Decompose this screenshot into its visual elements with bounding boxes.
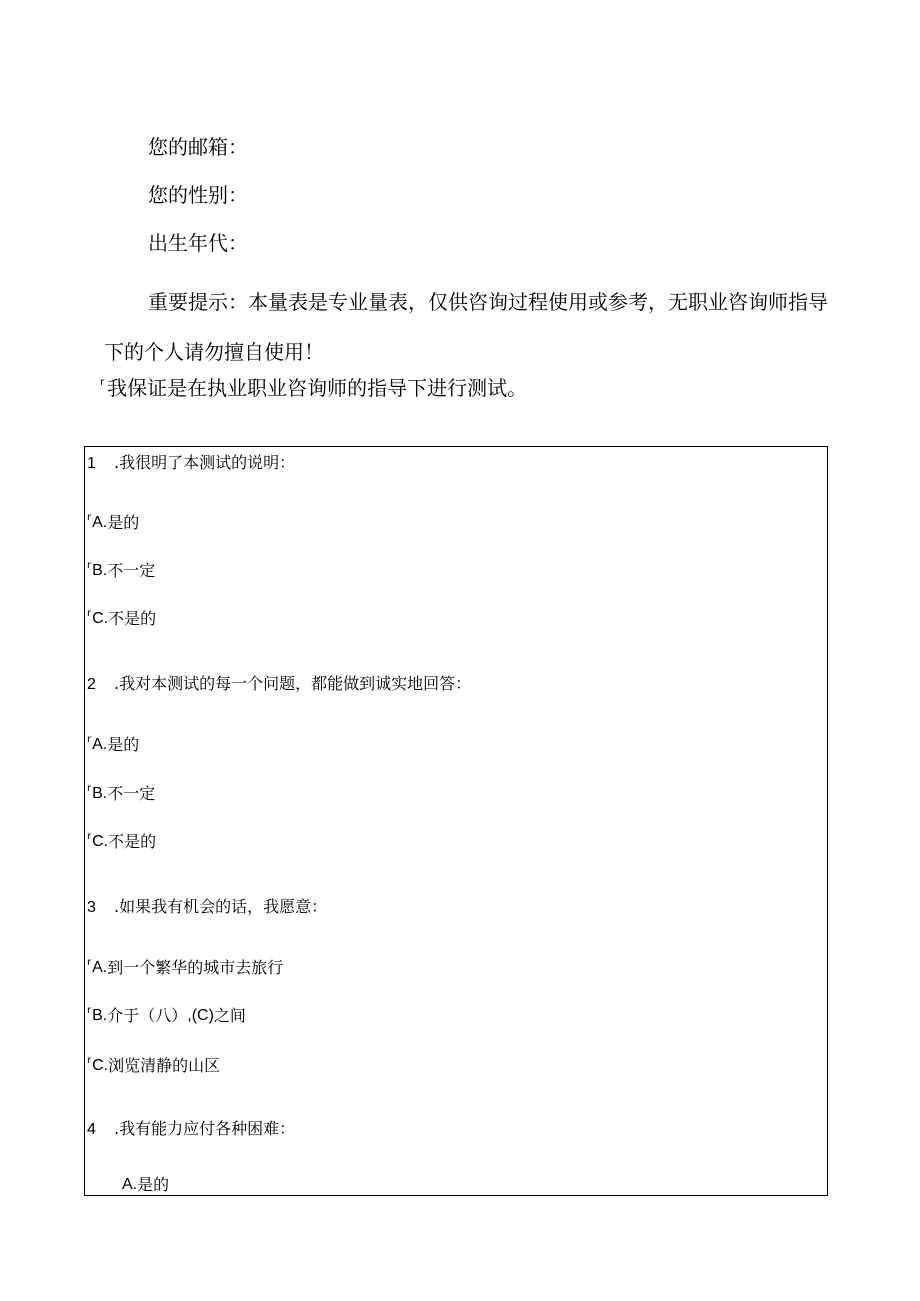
question-text: .我很明了本测试的说明： [114, 453, 296, 472]
q2-option-a[interactable] [87, 734, 139, 756]
radio-icon[interactable]: r [87, 957, 92, 968]
question-text: .我有能力应付各种困难： [114, 1119, 296, 1138]
q2-option-c[interactable] [87, 831, 156, 853]
radio-icon[interactable]: r [87, 1055, 92, 1066]
radio-icon[interactable]: r [87, 734, 92, 745]
option-letter: A. [92, 736, 108, 753]
question-number: 2 [87, 676, 96, 693]
option-text-latin: ,(C) [187, 1007, 214, 1024]
option-text: 不一定 [107, 561, 156, 580]
option-text: 浏览清静的山区 [108, 1056, 221, 1075]
radio-icon[interactable]: r [87, 608, 92, 619]
question-number: 4 [87, 1121, 96, 1138]
q3-option-a[interactable] [87, 957, 283, 979]
q3-option-c[interactable] [87, 1055, 220, 1077]
gender-field-label: 您的性别： [148, 183, 248, 207]
question-text: .我对本测试的每一个问题，都能做到诚实地回答： [114, 674, 472, 693]
q1-option-c[interactable] [87, 608, 156, 630]
radio-icon[interactable]: r [87, 831, 92, 842]
radio-icon[interactable]: r [87, 512, 92, 523]
q4-option-a[interactable] [122, 1174, 169, 1196]
option-letter: C. [92, 1057, 109, 1074]
q2-option-b[interactable] [87, 783, 155, 805]
radio-icon[interactable]: r [87, 560, 92, 571]
option-text: 介于（八） [107, 1006, 188, 1025]
option-letter: B. [92, 785, 108, 802]
email-field-label: 您的邮箱： [148, 135, 248, 159]
question-1 [87, 452, 295, 475]
option-text: 不是的 [108, 609, 157, 628]
option-letter: C. [92, 833, 109, 850]
option-letter: B. [92, 1007, 108, 1024]
question-3 [87, 896, 327, 919]
pledge-text: 我保证是在执业职业咨询师的指导下进行测试。 [107, 376, 528, 400]
question-4 [87, 1118, 295, 1141]
important-notice: 重要提示：本量表是专业量表，仅供咨询过程使用或参考，无职业咨询师指导下的个人请勿擅自使用！ [104, 290, 828, 364]
option-text: 是的 [137, 1175, 170, 1194]
option-text: 之间 [213, 1006, 246, 1025]
q1-option-a[interactable] [87, 512, 139, 534]
option-letter: C. [92, 610, 109, 627]
pledge-checkbox[interactable] [100, 374, 527, 402]
checkbox-icon[interactable]: r [100, 377, 105, 388]
question-2 [87, 673, 471, 696]
q3-option-b[interactable] [87, 1005, 246, 1027]
option-letter: B. [92, 562, 108, 579]
question-number: 1 [87, 455, 96, 472]
option-text: 是的 [107, 513, 140, 532]
option-letter: A. [122, 1176, 138, 1193]
radio-icon[interactable]: r [87, 1005, 92, 1016]
option-text: 不是的 [108, 832, 157, 851]
option-letter: A. [92, 514, 108, 531]
option-letter: A. [92, 959, 108, 976]
option-text: 不一定 [107, 784, 156, 803]
option-text: 是的 [107, 735, 140, 754]
q1-option-b[interactable] [87, 560, 155, 582]
question-box [84, 446, 828, 1196]
birth-decade-field-label: 出生年代： [148, 231, 248, 255]
radio-icon[interactable]: r [87, 783, 92, 794]
question-number: 3 [87, 899, 96, 916]
question-text: .如果我有机会的话，我愿意： [114, 897, 328, 916]
option-text: 到一个繁华的城市去旅行 [107, 958, 284, 977]
